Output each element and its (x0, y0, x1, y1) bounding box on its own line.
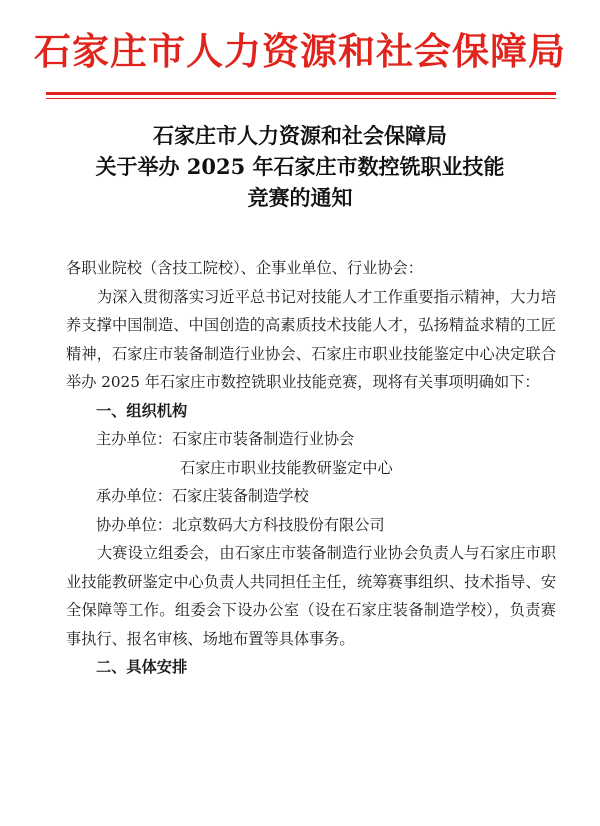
coorganizer-label: 协办单位： (96, 515, 172, 534)
title-line-1: 石家庄市人力资源和社会保障局 (153, 123, 447, 148)
committee-paragraph: 大赛设立组委会，由石家庄市装备制造行业协会负责人与石家庄市职业技能教研鉴定中心负责人共同担任主任，统筹赛事组织、技术指导、安全保障等工作。组委会下设办公室（设在石家庄装备制造学校），负责赛事执行、报名审核、场地布置等具体事务。 (66, 544, 556, 648)
salutation: 各职业院校（含技工院校）、企事业单位、行业协会： (66, 259, 423, 277)
intro-paragraph: 为深入贯彻落实习近平总书记对技能人才工作重要指示精神，大力培养支撑中国制造、中国创造的高素质技术技能人才，弘扬精益求精的工匠精神，石家庄市装备制造行业协会、石家庄市职业技能鉴定中心决定联合举办 2025 年石家庄市数控铣职业技能竞赛，现将有关事项明确如下： (66, 287, 556, 391)
masthead-red-rule-thick (46, 92, 556, 95)
organizer-row (66, 425, 556, 454)
host-label: 承办单位： (96, 487, 172, 505)
masthead-red-rule-thin (46, 98, 556, 99)
title-line-3: 竞赛的通知 (247, 185, 353, 210)
title-line-2: 关于举办 2025 年石家庄市数控铣职业技能 (95, 154, 505, 179)
organizer-label: 主办单位： (96, 430, 172, 448)
host-row (66, 482, 556, 511)
document-body (66, 254, 556, 682)
section-heading-organization: 一、组织机构 (96, 401, 188, 420)
coorganizer-value: 北京数码大方科技股份有限公司 (171, 515, 385, 534)
section-heading-arrangements: 二、具体安排 (96, 658, 188, 676)
document-title (40, 120, 560, 213)
host-value: 石家庄装备制造学校 (171, 487, 309, 505)
coorganizer-row (66, 511, 556, 540)
organizer-2: 石家庄市职业技能教研鉴定中心 (180, 458, 393, 477)
organizer-1: 石家庄市装备制造行业协会 (171, 430, 355, 448)
masthead-org-name: 石家庄市人力资源和社会保障局 (34, 29, 566, 73)
